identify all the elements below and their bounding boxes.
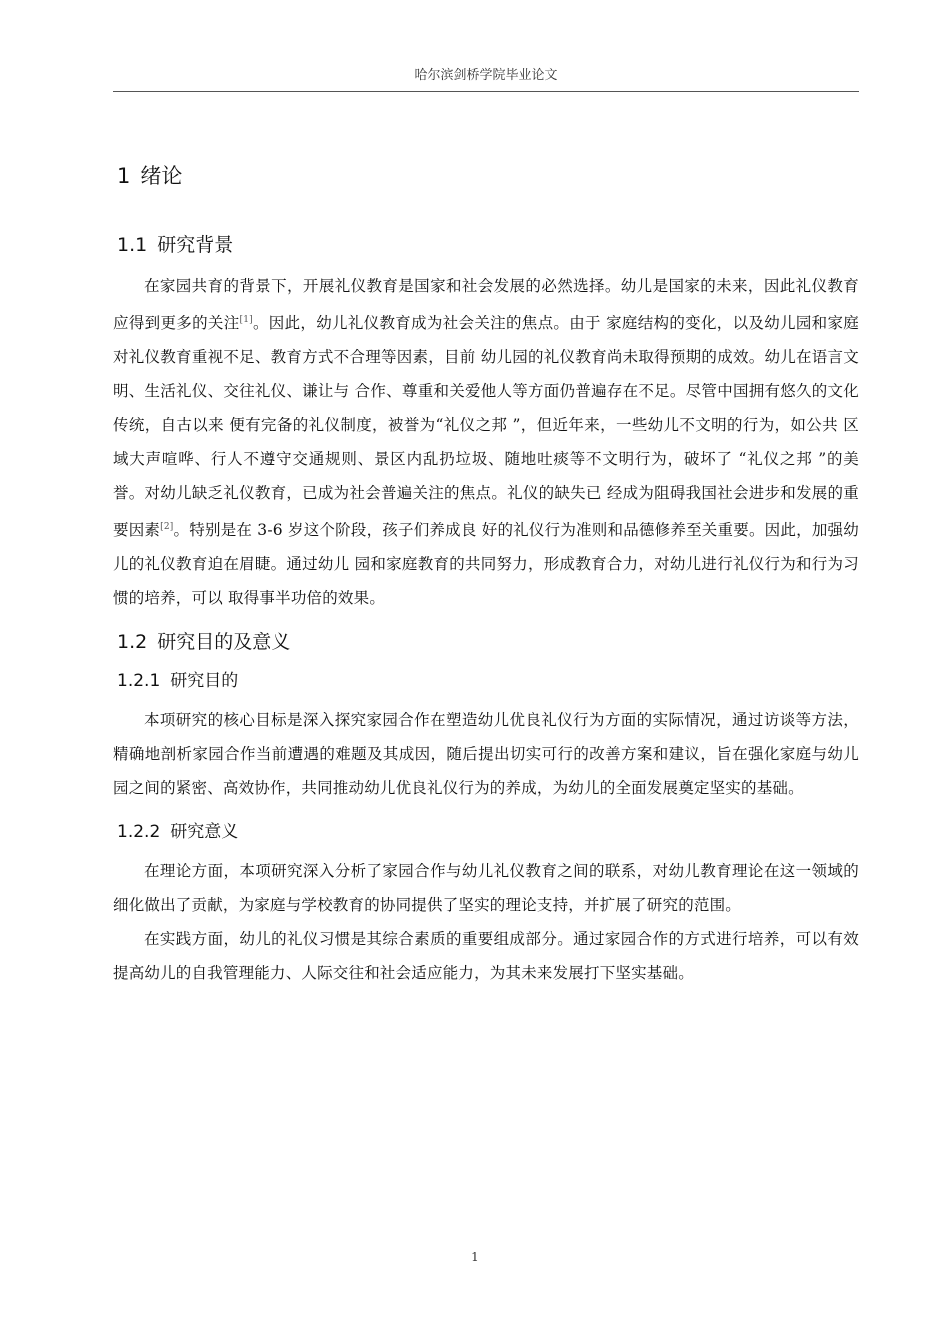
chapter-number: 1 <box>117 164 131 188</box>
subsection-heading-1-2-1 <box>117 666 859 691</box>
subsection-number: 1.2.1 <box>117 671 161 692</box>
significance-theory-paragraph: 在理论方面，本项研究深入分析了家园合作与幼儿礼仪教育之间的联系，对幼儿教育理论在这一领域的细化做出了贡献，为家庭与学校教育的协同提供了坚实的理论支持，并扩展了研究的范围。 <box>113 862 859 915</box>
section-number: 1.2 <box>117 631 148 654</box>
background-paragraph <box>113 269 859 615</box>
section-heading-1-1 <box>117 230 859 257</box>
section-title: 研究背景 <box>157 234 234 256</box>
chapter-title: 绪论 <box>140 164 183 188</box>
chapter-heading <box>117 160 859 190</box>
page-header <box>113 64 859 92</box>
page-number: 1 <box>471 1250 479 1264</box>
main-content <box>113 160 859 1002</box>
subsection-number: 1.2.2 <box>117 822 161 843</box>
subsection-title: 研究目的 <box>170 671 239 692</box>
section-heading-1-2 <box>117 627 859 654</box>
section-number: 1.1 <box>117 234 148 256</box>
header-title: 哈尔滨剑桥学院毕业论文 <box>414 68 558 83</box>
paragraph-text: 。特别是在 3-6 岁这个阶段，孩子们养成良 好的礼仪行为准则和品德修养至关重要。因此，加强幼儿的礼仪教育迫在眉睫。通过幼儿 园和家庭教育的共同努力，形成教育合力，对幼儿进行礼仪行为和行为习惯的培养，可以 取得事半功倍的效果。 <box>113 521 859 608</box>
citation-2: [2] <box>160 522 174 533</box>
section-title: 研究目的及意义 <box>157 631 291 654</box>
subsection-heading-1-2-2 <box>117 817 859 842</box>
subsection-title: 研究意义 <box>170 822 239 843</box>
paragraph-text: 。因此，幼儿礼仪教育成为社会关注的焦点。由于 家庭结构的变化，以及幼儿园和家庭对礼仪教育重视不足、教育方式不合理等因素，目前 幼儿园的礼仪教育尚未取得预期的成效。幼儿在语言文明、生活礼仪、交往礼仪、谦让与 合作、尊重和关爱他人等方面仍普遍存在不足。尽管中国拥有悠久的文化传统，自古以来 便有完备的礼仪制度，被誉为“礼仪之邦 ”，但近年来，一些幼儿不文明的行为，如公共 区域大声喧哗、行人不遵守交通规则、景区内乱扔垃圾、随地吐痰等不文明行为，破坏了 “礼仪之邦 ”的美誉。对幼儿缺乏礼仪教育，已成为社会普遍关注的焦点。礼仪的缺失已 经成为阻碍我国社会进步和发展的重要因素 <box>113 314 860 540</box>
paragraph-text: 在家园共育的背景下，开展礼仪教育是国家和社会发展的必然选择。幼儿是国家的未来，因此礼仪教育应得到更多的关注 <box>113 277 859 333</box>
purpose-paragraph: 本项研究的核心目标是深入探究家园合作在塑造幼儿优良礼仪行为方面的实际情况，通过访谈等方法，精确地剖析家园合作当前遭遇的难题及其成因，随后提出切实可行的改善方案和建议，旨在强化家庭与幼儿园之间的紧密、高效协作，共同推动幼儿优良礼仪行为的养成，为幼儿的全面发展奠定坚实的基础。 <box>113 711 859 798</box>
citation-1: [1] <box>239 315 253 325</box>
significance-practice-paragraph: 在实践方面，幼儿的礼仪习惯是其综合素质的重要组成部分。通过家园合作的方式进行培养，可以有效提高幼儿的自我管理能力、人际交往和社会适应能力，为其未来发展打下坚实基础。 <box>113 930 859 983</box>
